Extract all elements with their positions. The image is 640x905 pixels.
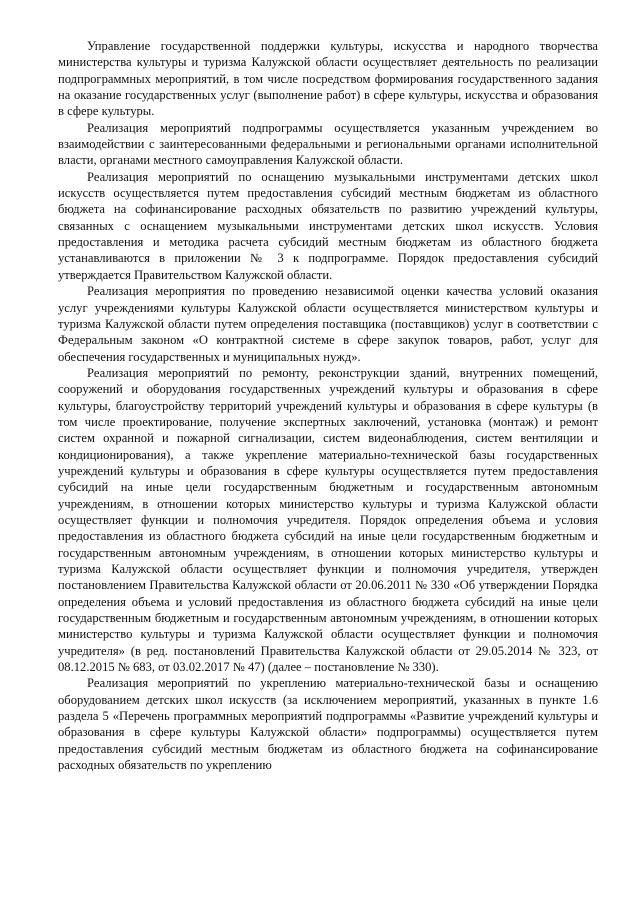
- paragraph-material-base: Реализация мероприятий по укреплению материально-технической базы и оснащению оборудованием детских школ искусств (за исключением мероприятий, указанных в пункте 1.6 раздела 5 «Перечень программных мероприятий подпрограммы «Развитие учреждений культуры и образования в сфере культуры Калужской области» подпрограммы) осуществляется путем предоставления субсидий местным бюджетам из областного бюджета на софинансирование расходных обязательств по укреплению: [58, 676, 598, 773]
- paragraph-quality-assessment: Реализация мероприятия по проведению независимой оценки качества условий оказания услуг учреждениями культуры Калужской области осуществляется министерством культуры и туризма Калужской области путем определения поставщика (поставщиков) услуг в соответствии с Федеральным законом «О контрактной системе в сфере закупок товаров, работ, услуг для обеспечения государственных и муниципальных нужд».: [58, 284, 598, 364]
- paragraph-musical-instruments: Реализация мероприятий по оснащению музыкальными инструментами детских школ искусств осуществляется путем предоставления субсидий местным бюджетам из областного бюджета на софинансирование расходных обязательств по развитию учреждений культуры, связанных с оснащением музыкальными инструментами детских школ искусств. Условия предоставления и методика расчета субсидий местным бюджетам из областного бюджета устанавливаются в приложении № 3 к подпрограмме. Порядок предоставления субсидий утверждается Правительством Калужской области.: [58, 169, 598, 282]
- document-page: [58, 38, 598, 773]
- paragraph-interaction: Реализация мероприятий подпрограммы осуществляется указанным учреждением во взаимодействии с заинтересованными федеральными и региональными органами исполнительной власти, органами местного самоуправления Калужской области.: [58, 120, 598, 168]
- paragraph-repair-reconstruction: Реализация мероприятий по ремонту, реконструкции зданий, внутренних помещений, сооружений и оборудования государственных учреждений культуры и образования в сфере культуры, благоустройству территорий учреждений культуры и образования в сфере культуры (в том числе проектирование, получение экспертных заключений, установка (монтаж) и ремонт систем охранной и пожарной сигнализации, систем видеонаблюдения, систем вентиляции и кондиционирования), а также укрепление материально-технической базы государственных учреждений культуры и образования в сфере культуры осуществляется путем предоставления субсидий на иные цели государственным бюджетным и государственным автономным учреждениям, в отношении которых министерство культуры и туризма Калужской области осуществляет функции и полномочия учредителя. Порядок определения объема и условия предоставления из областного бюджета субсидий на иные цели государственным бюджетным и государственным автономным учреждениям, в отношении которых министерство культуры и туризма Калужской области осуществляет функции и полномочия учредителя, утвержден постановлением Правительства Калужской области от 20.06.2011 № 330 «Об утверждении Порядка определения объема и условий предоставления из областного бюджета субсидий на иные цели государственным бюджетным и государственным автономным учреждениям, в отношении которых министерство культуры и туризма Калужской области осуществляет функции и полномочия учредителя» (в ред. постановлений Правительства Калужской области от 29.05.2014 № 323, от 08.12.2015 № 683, от 03.02.2017 № 47) (далее – постановление № 330).: [58, 365, 598, 675]
- paragraph-department-activity: Управление государственной поддержки культуры, искусства и народного творчества министерства культуры и туризма Калужской области осуществляет деятельность по реализации подпрограммных мероприятий, в том числе посредством формирования государственного задания на оказание государственных услуг (выполнение работ) в сфере культуры, искусства и образования в сфере культуры.: [58, 39, 598, 119]
